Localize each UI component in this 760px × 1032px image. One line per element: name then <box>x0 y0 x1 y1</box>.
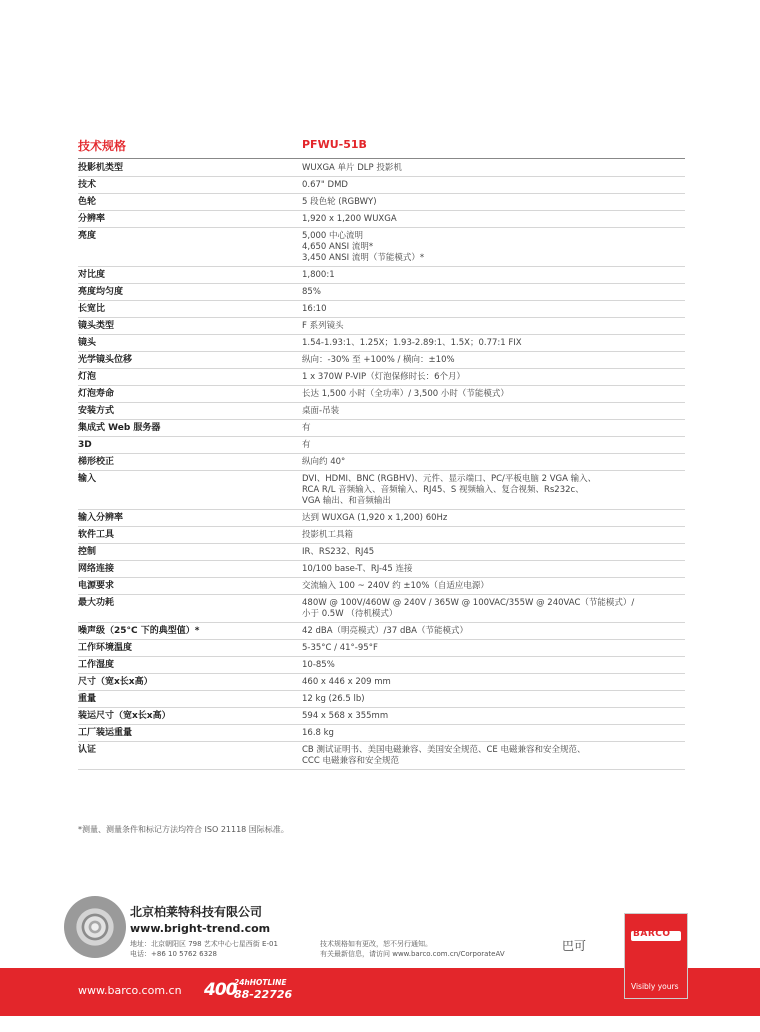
spec-value: 85% <box>302 287 321 297</box>
spec-value: 10/100 base-T、RJ-45 连接 <box>302 564 413 574</box>
spec-key: 输入 <box>78 474 97 484</box>
spec-row <box>78 742 685 770</box>
spec-value: 5 段色轮 (RGBWY) <box>302 197 377 207</box>
spec-row <box>78 369 685 386</box>
spec-table <box>78 160 685 770</box>
spec-row <box>78 595 685 623</box>
spec-key: 镜头 <box>78 338 97 348</box>
spec-key: 梯形校正 <box>78 457 115 467</box>
spec-key: 分辨率 <box>78 214 106 224</box>
spec-row <box>78 352 685 369</box>
spec-row <box>78 335 685 352</box>
spec-row <box>78 211 685 228</box>
spec-key: 尺寸（宽x长x高） <box>78 677 153 687</box>
spec-row <box>78 708 685 725</box>
spec-key: 认证 <box>78 745 97 755</box>
spec-key: 输入分辨率 <box>78 513 124 523</box>
spec-value: 0.67" DMD <box>302 180 348 190</box>
spec-value: 594 x 568 x 355mm <box>302 711 389 721</box>
company-logo <box>64 896 126 958</box>
spec-value: 1.54-1.93:1、1.25X；1.93-2.89:1、1.5X；0.77:1 FIX <box>302 338 522 348</box>
spec-row <box>78 177 685 194</box>
spec-row <box>78 471 685 510</box>
hotline-tag: 24hHOTLINE <box>234 978 287 987</box>
spec-value: 达到 WUXGA (1,920 x 1,200) 60Hz <box>302 513 448 523</box>
spec-notice: 技术规格如有更改，恕不另行通知。 有关最新信息，请访问 www.barco.com.cn/CorporateAV <box>320 940 505 958</box>
spec-row <box>78 510 685 527</box>
spec-row <box>78 301 685 318</box>
spec-row <box>78 527 685 544</box>
spec-row <box>78 623 685 640</box>
spec-value: 交流输入 100 ~ 240V 约 ±10%（自适应电源） <box>302 581 489 591</box>
spec-row <box>78 420 685 437</box>
spec-key: 工厂装运重量 <box>78 728 133 738</box>
spec-row <box>78 640 685 657</box>
spec-key: 镜头类型 <box>78 321 115 331</box>
spec-key: 控制 <box>78 547 97 557</box>
spec-key: 安装方式 <box>78 406 115 416</box>
spec-value: 1,800:1 <box>302 270 335 280</box>
spec-row <box>78 544 685 561</box>
spec-value: CB 测试证明书、美国电磁兼容、美国安全规范、CE 电磁兼容和安全规范、 CCC 电磁兼容和安全规范 <box>302 745 586 766</box>
spec-value: 投影机工具箱 <box>302 530 354 540</box>
spec-value: 10-85% <box>302 660 335 670</box>
spec-key: 最大功耗 <box>78 598 115 608</box>
spec-value: 长达 1,500 小时（全功率）/ 3,500 小时（节能模式） <box>302 389 509 399</box>
hotline-prefix: 400 <box>204 980 237 1000</box>
spec-key: 色轮 <box>78 197 97 207</box>
spec-value: 42 dBA（明亮模式）/37 dBA（节能模式） <box>302 626 468 636</box>
spec-value: 1 x 370W P-VIP（灯泡保修时长：6个月） <box>302 372 466 382</box>
spec-row <box>78 160 685 177</box>
spec-row <box>78 318 685 335</box>
spec-row <box>78 725 685 742</box>
spec-value: 有 <box>302 440 311 450</box>
spec-row <box>78 657 685 674</box>
spec-value: 460 x 446 x 209 mm <box>302 677 391 687</box>
spec-value: 桌面-吊装 <box>302 406 340 416</box>
spec-row <box>78 386 685 403</box>
spec-row <box>78 437 685 454</box>
spec-key: 技术 <box>78 180 97 190</box>
footnote: *测量、测量条件和标记方法均符合 ISO 21118 国际标准。 <box>78 825 289 834</box>
hotline-badge <box>204 978 314 1004</box>
spec-value: 纵向：-30% 至 +100% / 横向：±10% <box>302 355 455 365</box>
spec-key: 工作湿度 <box>78 660 115 670</box>
spec-value: 有 <box>302 423 311 433</box>
spec-key: 对比度 <box>78 270 106 280</box>
spec-value: DVI、HDMI、BNC (RGBHV)、元件、显示端口、PC/平板电脑 2 VGA 输入、 RCA R/L 音频输入、音频输入、RJ45、S 视频输入、复合视频、Rs232c、 VGA 输出、和音频输出 <box>302 474 597 506</box>
spec-key: 灯泡寿命 <box>78 389 115 399</box>
spec-value: 16.8 kg <box>302 728 334 738</box>
model-name: PFWU-51B <box>302 138 367 151</box>
spec-section-title: 技术规格 <box>78 139 127 153</box>
spec-key: 电源要求 <box>78 581 115 591</box>
spec-row <box>78 284 685 301</box>
spec-value: 12 kg (26.5 lb) <box>302 694 365 704</box>
spec-value: 1,920 x 1,200 WUXGA <box>302 214 397 224</box>
barco-logo-text: BARCO <box>633 929 671 939</box>
company-url-link[interactable]: www.bright-trend.com <box>130 922 271 935</box>
spec-key: 亮度均匀度 <box>78 287 124 297</box>
spec-key: 光学镜头位移 <box>78 355 133 365</box>
spec-row <box>78 561 685 578</box>
spec-header <box>78 136 685 159</box>
spec-row <box>78 267 685 284</box>
spec-key: 集成式 Web 服务器 <box>78 423 161 433</box>
spec-key: 装运尺寸（宽x长x高） <box>78 711 171 721</box>
spec-value: 5,000 中心流明 4,650 ANSI 流明* 3,450 ANSI 流明（节能模式）* <box>302 231 425 263</box>
spec-row <box>78 228 685 267</box>
spec-value: WUXGA 单片 DLP 投影机 <box>302 163 402 173</box>
spec-key: 灯泡 <box>78 372 97 382</box>
spec-value: 480W @ 100V/460W @ 240V / 365W @ 100VAC/355W @ 240VAC（节能模式）/ 小于 0.5W （待机模式） <box>302 598 635 619</box>
company-address: 地址：北京朝阳区 798 艺术中心七星西街 E-01 电话：+86 10 5762 6328 <box>130 940 278 958</box>
spec-value: F 系列镜头 <box>302 321 344 331</box>
spec-value: IR、RS232、RJ45 <box>302 547 375 557</box>
spec-row <box>78 674 685 691</box>
spec-row <box>78 578 685 595</box>
spec-row <box>78 403 685 420</box>
spec-key: 长宽比 <box>78 304 106 314</box>
spec-value: 16:10 <box>302 304 327 314</box>
brand-chinese-name: 巴可 <box>562 939 587 953</box>
spec-value: 5-35°C / 41°-95°F <box>302 643 378 653</box>
spec-row <box>78 194 685 211</box>
spec-key: 重量 <box>78 694 97 704</box>
spec-key: 软件工具 <box>78 530 115 540</box>
spec-key: 投影机类型 <box>78 163 124 173</box>
hotline-number: 88-22726 <box>234 988 293 1001</box>
spec-key: 网络连接 <box>78 564 115 574</box>
company-name: 北京柏莱特科技有限公司 <box>130 905 263 919</box>
spec-key: 3D <box>78 440 92 450</box>
spec-key: 工作环境温度 <box>78 643 133 653</box>
spec-value: 纵向约 40° <box>302 457 346 467</box>
spec-row <box>78 454 685 471</box>
spec-key: 噪声级（25°C 下的典型值）* <box>78 626 200 636</box>
spec-row <box>78 691 685 708</box>
barco-url-link[interactable]: www.barco.com.cn <box>78 984 182 997</box>
barco-tagline: Visibly yours <box>631 982 679 991</box>
spec-key: 亮度 <box>78 231 97 241</box>
barco-logo-badge <box>624 913 688 999</box>
